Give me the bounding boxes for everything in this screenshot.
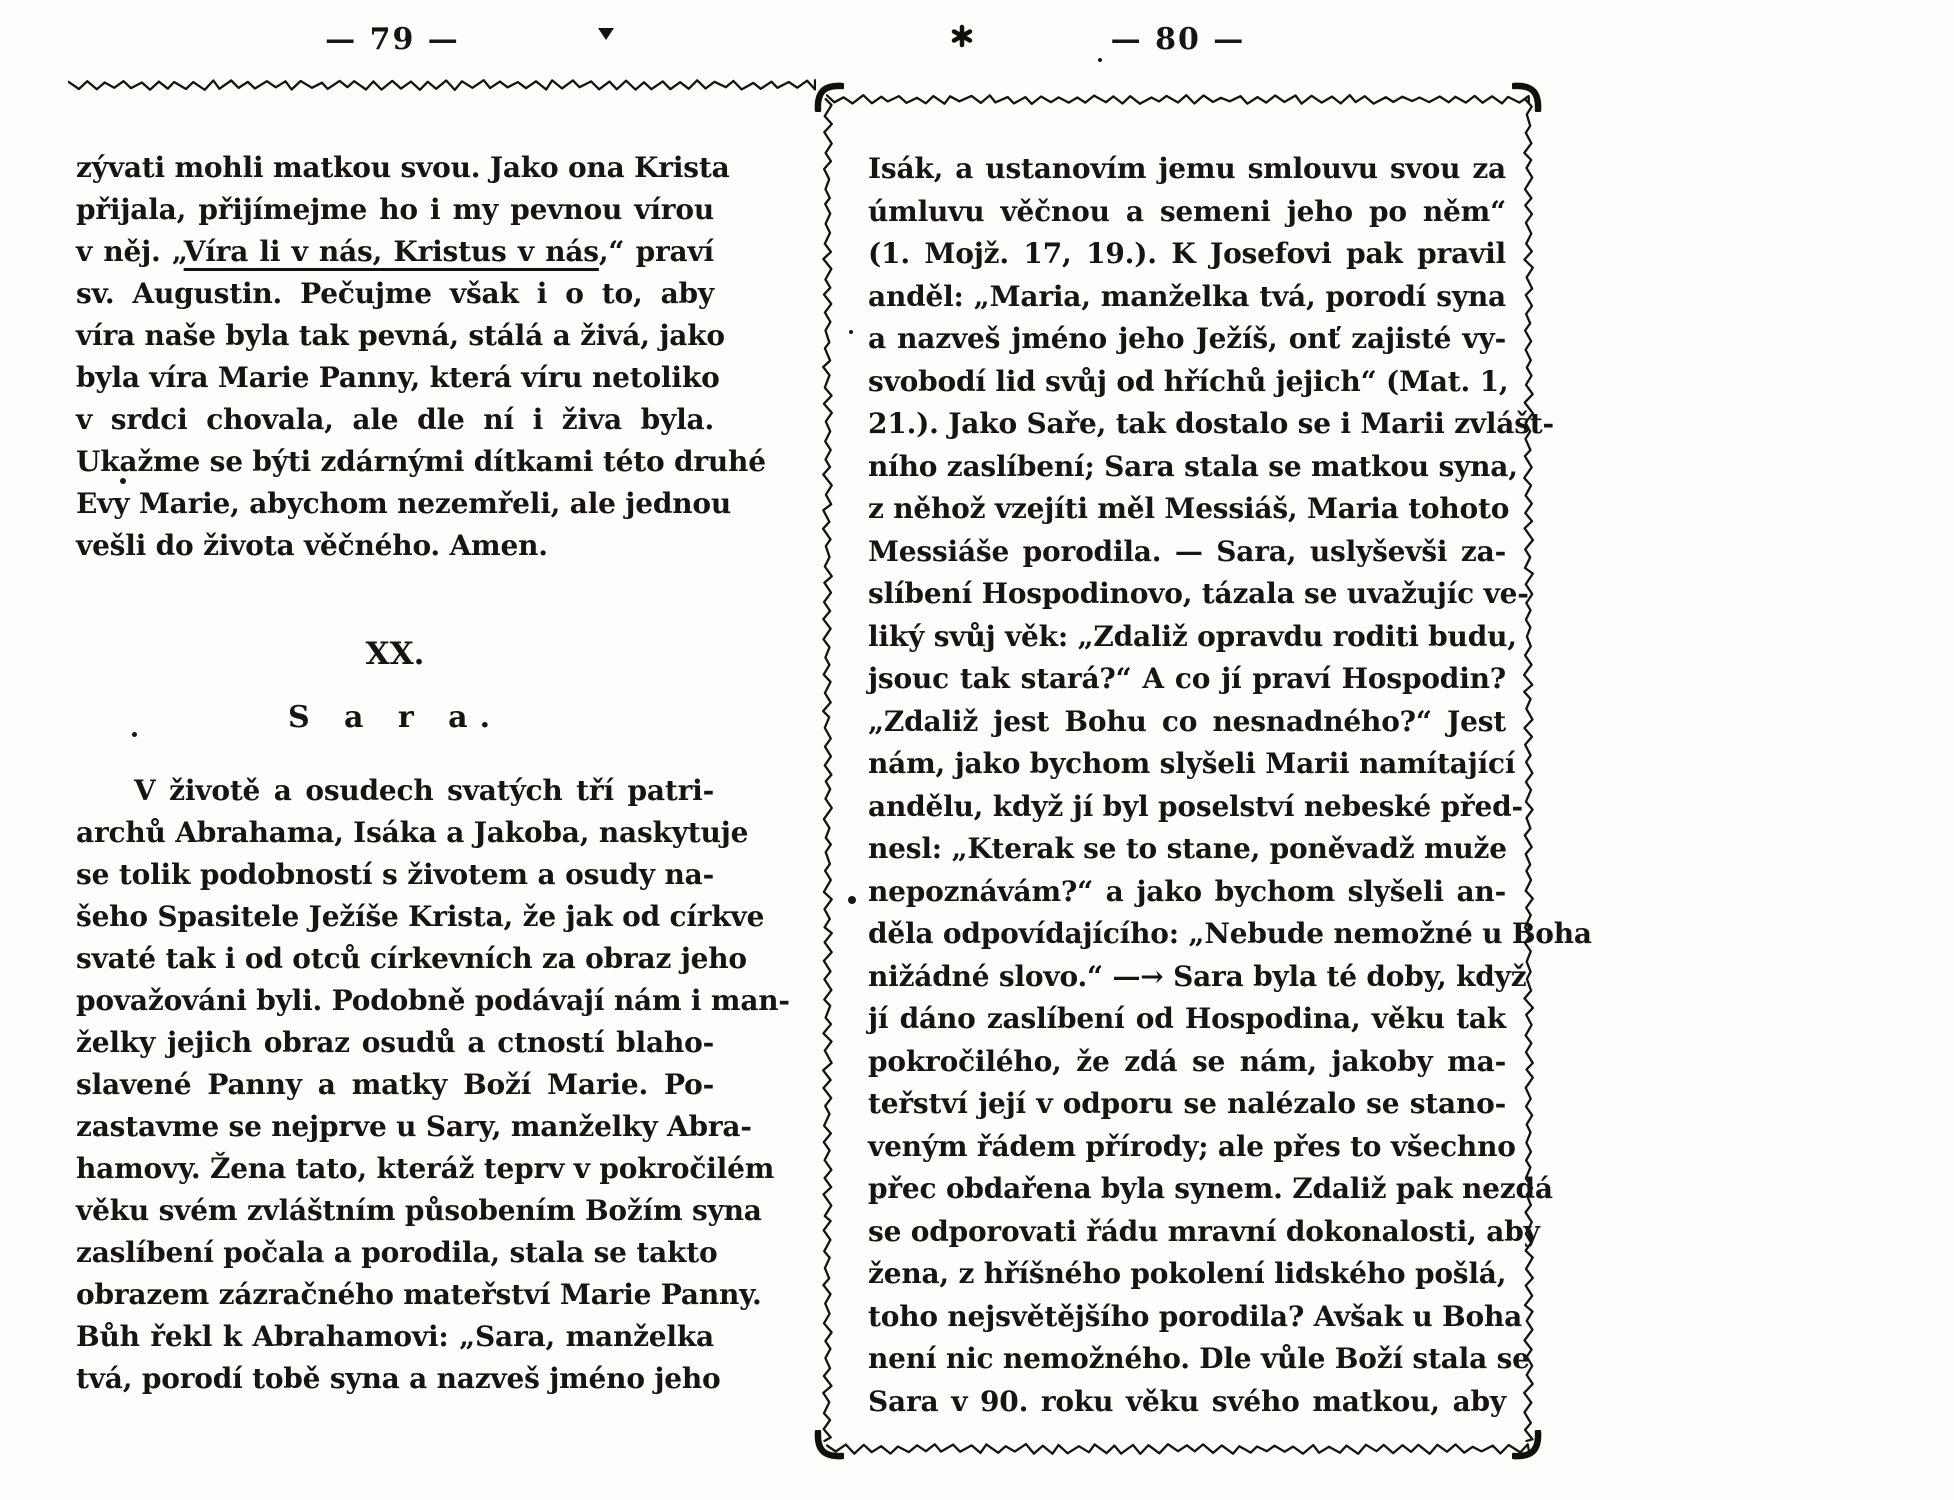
ink-speck <box>120 478 126 484</box>
text-line: nižádné slovo.“ —→ Sara byla té doby, když <box>868 959 1527 993</box>
frame-left-border <box>822 98 833 1442</box>
ink-speck <box>132 732 137 737</box>
text-line: děla odpovídajícího: „Nebude nemožné u Boha <box>868 917 1592 950</box>
text-line: z něhož vzejíti měl Messiáš, Maria tohoto <box>868 492 1510 525</box>
text-line: tvá, porodí tobě syna a nazveš jméno jeho <box>76 1362 721 1395</box>
text-line: želky jejich obraz osudů a ctností blaho- <box>76 1026 714 1059</box>
text-line: se odporovati řádu mravní dokonalosti, aby <box>868 1214 1540 1248</box>
frame-corner-flourish <box>1512 1430 1542 1460</box>
text-segment: ,“ praví <box>598 235 714 268</box>
text-line: úmluvu věčnou a semeni jeho po něm“ <box>868 194 1506 228</box>
text-line: liký svůj věk: „Zdaliž opravdu roditi budu, <box>868 619 1517 653</box>
text-line: archů Abrahama, Isáka a Jakoba, naskytuje <box>76 816 749 849</box>
text-line: zaslíbení počala a porodila, stala se takto <box>76 1236 718 1269</box>
text-line: byla víra Marie Panny, která víru netoliko <box>76 361 720 394</box>
text-line: víra naše byla tak pevná, stálá a živá, jako <box>76 319 725 352</box>
frame-corner-flourish <box>814 82 844 112</box>
left-paragraph-sara <box>76 770 790 1400</box>
text-line: andělu, když jí byl poselství nebeské před- <box>868 789 1523 823</box>
text-line: slíbení Hospodinovo, tázala se uvažujíc ve- <box>868 577 1529 610</box>
text-line: veným řádem přírody; ale přes to všechno <box>868 1129 1516 1163</box>
text-line: pokročilého, že zdá se nám, jakoby ma- <box>868 1044 1506 1078</box>
text-line: šeho Spasitele Ježíše Krista, že jak od církve <box>76 900 765 933</box>
text-line: Sara v 90. roku věku svého matkou, aby <box>868 1384 1506 1418</box>
left-page-number: — 79 — <box>325 22 460 57</box>
text-line: hamovy. Žena tato, kteráž teprv v pokročilém <box>76 1152 775 1185</box>
text-line: teřství její v odporu se nalézalo se stano- <box>868 1087 1506 1120</box>
ink-speck <box>849 330 853 334</box>
text-line: Evy Marie, abychom nezemřeli, ale jednou <box>76 487 732 520</box>
text-line: obrazem zázračného mateřství Marie Panny. <box>76 1278 762 1311</box>
text-line: zastavme se nejprve u Sary, manželky Abra- <box>76 1110 752 1143</box>
text-line: považováni byli. Podobně podávají nám i man- <box>76 984 790 1017</box>
text-line: není nic nemožného. Dle vůle Boží stala se <box>868 1342 1530 1375</box>
text-line: Isák, a ustanovím jemu smlouvu svou za <box>868 152 1506 185</box>
text-line: v srdci chovala, ale dle ní i živa byla. <box>76 403 714 436</box>
text-line: Bůh řekl k Abrahamovi: „Sara, manželka <box>76 1320 714 1353</box>
text-line: V životě a osudech svatých tří patri- <box>134 774 714 807</box>
text-line: svobodí lid svůj od hříchů jejich“ (Mat. 1, <box>868 364 1509 398</box>
text-line: slavené Panny a matky Boží Marie. Po- <box>76 1068 714 1101</box>
text-line: věku svém zvláštním působením Božím syna <box>76 1194 762 1227</box>
section-title: S a r a. <box>287 700 503 735</box>
text-line <box>76 231 714 273</box>
text-line: Messiáše porodila. — Sara, uslyševši za- <box>868 534 1506 568</box>
text-line: anděl: „Maria, manželka tvá, porodí syna <box>868 279 1506 313</box>
text-line: přec obdařena byla synem. Zdaliž pak nezdá <box>868 1172 1553 1205</box>
text-line: vešli do života věčného. Amen. <box>76 529 548 562</box>
text-line: 21.). Jako Saře, tak dostalo se i Marii zvlášt- <box>868 407 1554 440</box>
hand-underlined-phrase: Víra li v nás, Kristus v nás <box>183 235 599 268</box>
text-line: nepoznávám?“ a jako bychom slyšeli an- <box>868 874 1506 908</box>
text-line: „Zdaliž jest Bohu co nesnadného?“ Jest <box>868 704 1506 738</box>
text-line: jí dáno zaslíbení od Hospodina, věku tak <box>868 1002 1506 1035</box>
text-line: (1. Mojž. 17, 19.). K Josefovi pak pravil <box>868 237 1506 270</box>
text-line: Ukažme se býti zdárnými dítkami této druhé <box>76 445 766 478</box>
text-line: toho nejsvětějšího porodila? Avšak u Boha <box>868 1299 1523 1333</box>
right-page-body <box>868 148 1592 1423</box>
right-page-number: — 80 — <box>1110 22 1246 57</box>
text-line: a nazveš jméno jeho Ježíš, onť zajisté vy- <box>868 322 1506 355</box>
text-line: přijala, přijímejme ho i my pevnou vírou <box>76 193 714 226</box>
text-line: nám, jako bychom slyšeli Marii namítající <box>868 747 1516 780</box>
left-header-rule <box>68 76 816 88</box>
margin-bullet-icon <box>848 896 856 904</box>
left-paragraph-continuation <box>76 147 766 567</box>
text-line: zývati mohli matkou svou. Jako ona Krista <box>76 151 730 184</box>
frame-corner-flourish <box>814 1430 844 1460</box>
ink-speck <box>1098 58 1102 62</box>
text-line: jsouc tak stará?“ A co jí praví Hospodin? <box>868 662 1506 695</box>
text-line: sv. Augustin. Pečujme však i o to, aby <box>76 277 714 310</box>
text-line: ního zaslíbení; Sara stala se matkou syna, <box>868 449 1518 483</box>
frame-bottom-border <box>826 1440 1530 1452</box>
text-line: svaté tak i od otců církevních za obraz jeho <box>76 942 747 975</box>
text-line: se tolik podobností s životem a osudy na- <box>76 858 714 891</box>
frame-top-border <box>826 90 1530 101</box>
text-line: nesl: „Kterak se to stane, poněvadž muže <box>868 832 1507 865</box>
frame-corner-flourish <box>1512 82 1542 112</box>
text-line: žena, z hříšného pokolení lidského pošlá, <box>868 1257 1507 1290</box>
printer-triangle-icon <box>598 28 614 40</box>
text-segment: v něj. „ <box>76 235 184 268</box>
section-number: XX. <box>365 636 425 672</box>
